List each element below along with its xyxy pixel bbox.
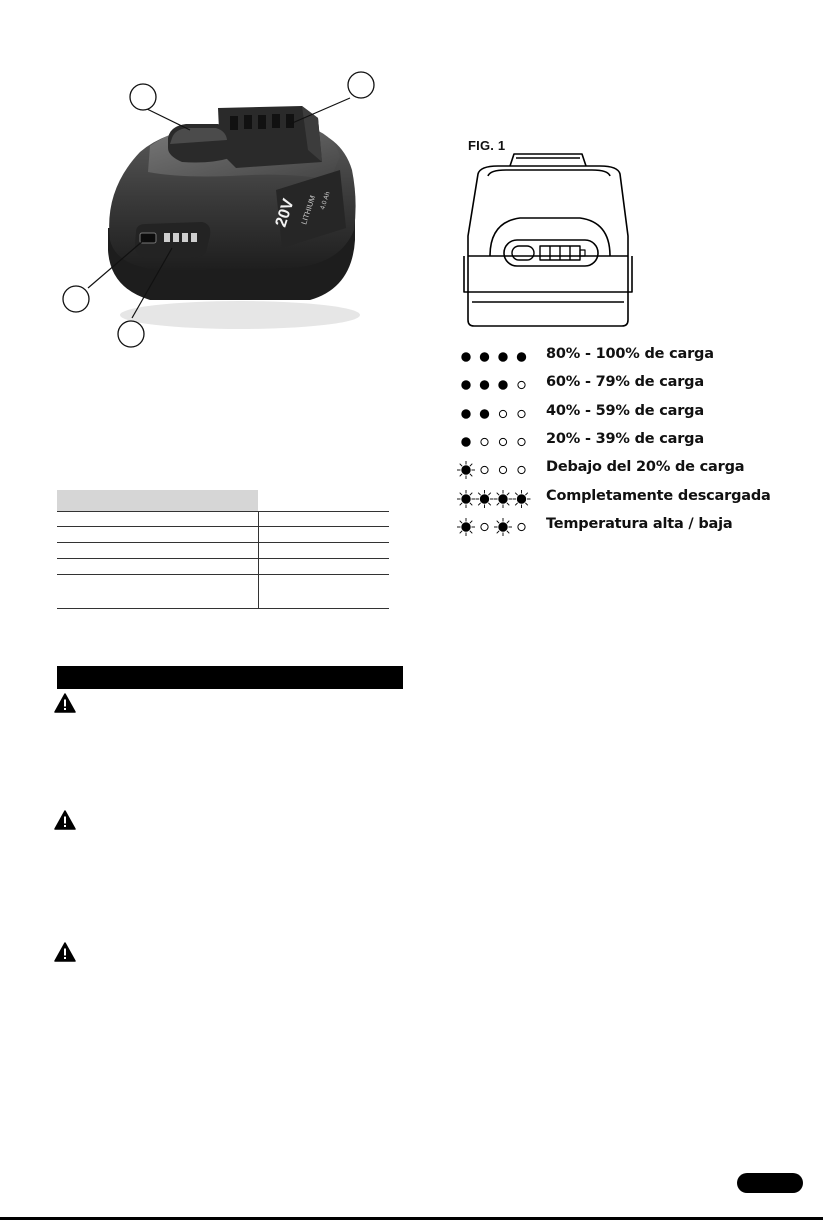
legend-label: 60% - 79% de carga [546, 374, 704, 391]
table-row [57, 511, 389, 527]
battery-photo [40, 60, 400, 360]
led-on-icon [462, 353, 470, 361]
legend-label: Debajo del 20% de carga [546, 459, 745, 476]
led-on-icon [462, 381, 470, 389]
led-blink-icon [513, 490, 531, 508]
section-header-bar [57, 666, 403, 689]
led-off-icon [518, 410, 525, 417]
battery-chemistry-text: LITHIUM [299, 194, 318, 226]
led-blink-icon [494, 490, 512, 508]
led-off-icon [481, 438, 488, 445]
led-off-icon [499, 467, 506, 474]
legend-row [455, 402, 785, 426]
legend-label: 80% - 100% de carga [546, 346, 714, 362]
page-number-tab [737, 1173, 803, 1193]
led-pattern [455, 487, 535, 511]
callout-circle-release-button [130, 84, 156, 110]
led-pattern [455, 458, 535, 482]
led-blink-icon [457, 490, 475, 508]
led-on-icon [480, 381, 488, 389]
legend-label: Completamente descargada [546, 487, 771, 504]
battery-capacity-text: 4.0 Ah [319, 190, 332, 211]
led-off-icon [518, 467, 525, 474]
table-row [57, 543, 389, 559]
table-header-cell [57, 490, 258, 511]
callout-circle-led-gauge [118, 321, 144, 347]
led-pattern [455, 402, 535, 426]
legend-label: 40% - 59% de carga [546, 402, 704, 419]
warning-triangle-icon [54, 693, 76, 713]
led-pattern [455, 430, 535, 454]
table-row [57, 527, 389, 543]
legend-row [455, 487, 785, 511]
led-on-icon [517, 353, 525, 361]
led-on-icon [462, 438, 470, 446]
led-off-icon [481, 467, 488, 474]
led-off-icon [499, 438, 506, 445]
led-pattern [455, 345, 535, 369]
legend-row [455, 430, 785, 454]
led-on-icon [462, 409, 470, 417]
figure-label: FIG. 1 [468, 138, 506, 153]
legend-label: Temperatura alta / baja [546, 515, 733, 532]
warning-triangle-icon [54, 942, 76, 962]
led-off-icon [518, 382, 525, 389]
led-blink-icon [457, 461, 475, 479]
legend-row [455, 345, 785, 369]
led-on-icon [499, 353, 507, 361]
battery-voltage-text: 20V [272, 196, 298, 230]
table-row [57, 559, 389, 575]
legend-row [455, 373, 785, 397]
led-pattern [455, 515, 535, 539]
fig1-battery-drawing [450, 152, 650, 332]
led-blink-icon [494, 518, 512, 536]
led-on-icon [499, 381, 507, 389]
legend-row [455, 458, 785, 482]
led-blink-icon [457, 518, 475, 536]
specification-table [57, 490, 389, 609]
led-on-icon [480, 353, 488, 361]
callout-circle-gauge-button [63, 286, 89, 312]
callout-circle-terminals [348, 72, 374, 98]
legend-row [455, 515, 785, 539]
led-blink-icon [476, 490, 494, 508]
led-on-icon [480, 409, 488, 417]
table-header-row [57, 490, 389, 511]
legend-label: 20% - 39% de carga [546, 430, 704, 447]
led-off-icon [499, 410, 506, 417]
led-off-icon [518, 523, 525, 530]
led-off-icon [481, 523, 488, 530]
led-pattern [455, 373, 535, 397]
table-row [57, 575, 389, 609]
warning-triangle-icon [54, 810, 76, 830]
led-off-icon [518, 438, 525, 445]
